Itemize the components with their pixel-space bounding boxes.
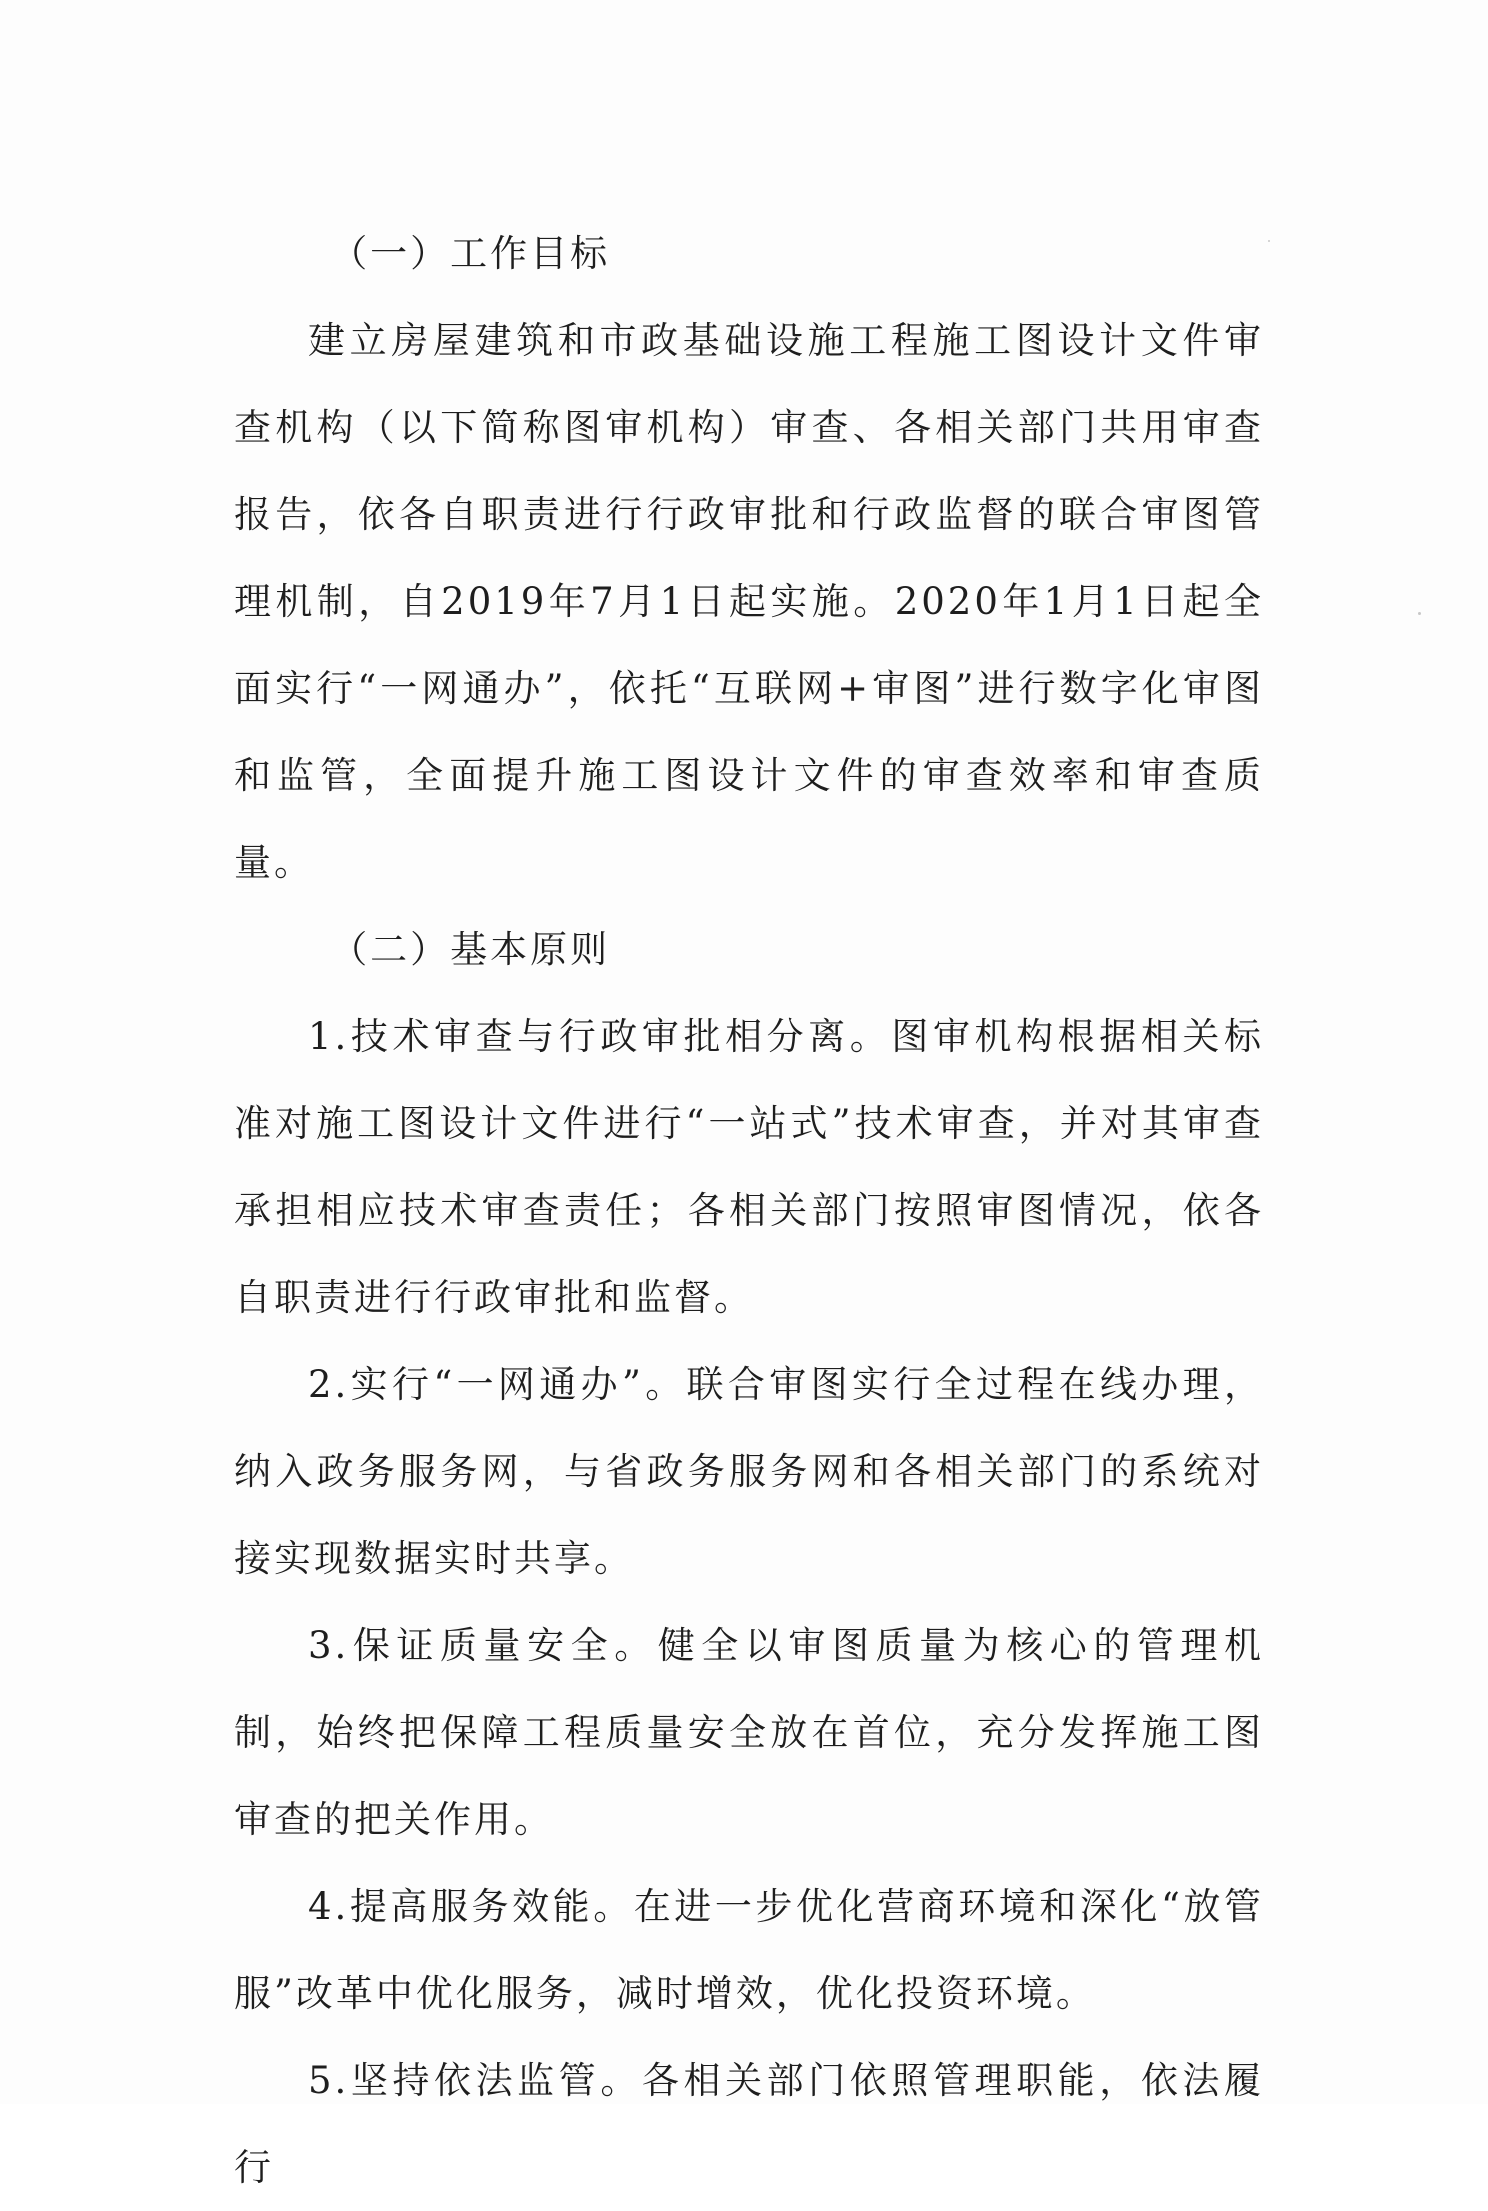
- scan-speck: [1418, 612, 1421, 615]
- scan-speck: [1268, 240, 1270, 242]
- section-heading-work-goal: （一）工作目标: [330, 232, 611, 275]
- section-heading-basic-principles: （二）基本原则: [330, 928, 611, 971]
- paragraph-principle-3: 3.保证质量安全。健全以审图质量为核心的管理机制，始终把保障工程质量安全放在首位，充分发挥施工图审查的把关作用。: [234, 1624, 1264, 1841]
- paragraph-principle-1: 1.技术审查与行政审批相分离。图审机构根据相关标准对施工图设计文件进行“一站式”技术审查，并对其审查承担相应技术审查责任；各相关部门按照审图情况，依各自职责进行行政审批和监督。: [234, 1015, 1264, 1319]
- document-body: [234, 210, 1264, 2211]
- paragraph-work-goal: 建立房屋建筑和市政基础设施工程施工图设计文件审查机构（以下简称图审机构）审查、各相关部门共用审查报告，依各自职责进行行政审批和行政监督的联合审图管理机制，自2019年7月1日起实施。2020年1月1日起全面实行“一网通办”，依托“互联网+审图”进行数字化审图和监管，全面提升施工图设计文件的审查效率和审查质量。: [234, 319, 1264, 884]
- paragraph-principle-5: 5.坚持依法监管。各相关部门依照管理职能，依法履行: [234, 2059, 1264, 2189]
- paragraph-principle-4: 4.提高服务效能。在进一步优化营商环境和深化“放管服”改革中优化服务，减时增效，优化投资环境。: [234, 1885, 1264, 2015]
- paragraph-principle-2: 2.实行“一网通办”。联合审图实行全过程在线办理，纳入政务服务网，与省政务服务网和各相关部门的系统对接实现数据实时共享。: [234, 1363, 1264, 1580]
